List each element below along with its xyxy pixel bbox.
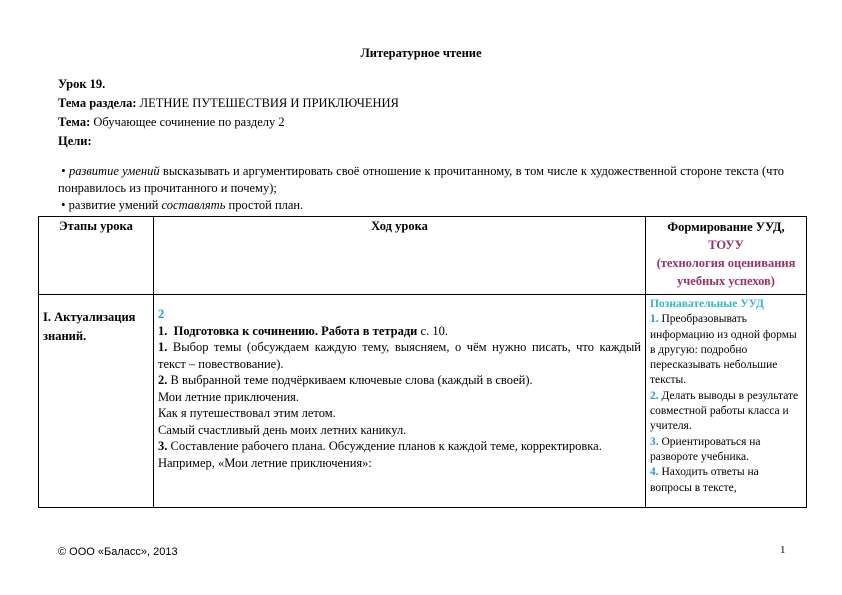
course-step-3: Составление рабочего плана. Обсуждение планов к каждой теме, корректировка. xyxy=(170,439,602,453)
course-cell xyxy=(154,295,646,508)
theme-2: Как я путешествовал этим летом. xyxy=(158,406,336,420)
course-step-2: В выбранной теме подчёркиваем ключевые слова (каждый в своей). xyxy=(170,373,533,387)
bullet-icon: • xyxy=(61,164,66,178)
col-stages-header: Этапы урока xyxy=(39,217,154,295)
bullet-icon: • xyxy=(61,198,66,212)
goal2-italic: составлять xyxy=(161,198,226,212)
theme-3: Самый счастливый день моих летних каникул. xyxy=(158,422,407,437)
lesson-number-line xyxy=(58,75,798,94)
topic-label: Тема: xyxy=(58,115,91,129)
uud-header-title: Формирование УУД, xyxy=(667,220,785,234)
tou-description: (технология оценивания учебных успехов) xyxy=(656,256,796,288)
goals-list xyxy=(58,163,784,214)
plan-example: Например, «Мои летние приключения»: xyxy=(158,455,372,470)
col-uud-header xyxy=(646,217,807,295)
document-title: Литературное чтение xyxy=(360,46,482,60)
theme-1: Мои летние приключения. xyxy=(158,389,300,404)
topic-line xyxy=(58,113,798,132)
course-number: 2 xyxy=(158,307,165,321)
goals-label: Цели: xyxy=(58,134,92,148)
table-row xyxy=(39,295,807,508)
goal1-italic: развитие умений xyxy=(68,164,160,178)
uud-content: Познавательные УУД 1. Преобразовывать информацию из одной формы в другую: подробно пересказывать небольшие тексты. 2. Делать выводы в результате совместной работы класса и учителя. 3. Ориентироваться на развороте учебника. 4. Находить ответы на вопросы в тексте, xyxy=(650,297,802,496)
table-header-row xyxy=(39,217,807,295)
goal-item-1 xyxy=(58,163,784,197)
uud-item-4: Находить ответы на вопросы в тексте, xyxy=(650,466,759,494)
lesson-number: Урок 19. xyxy=(58,77,106,91)
goals-line xyxy=(58,132,798,151)
uud-item-1: Преобразовывать информацию из одной формы в другую: подробно пересказывать небольшие тексты. xyxy=(650,313,797,387)
goal2-text: простой план. xyxy=(228,198,304,212)
stage-label: I. Актуализация знаний. xyxy=(43,310,136,343)
uud-cell xyxy=(646,295,807,508)
stage-cell xyxy=(39,295,154,508)
tou-label: ТОУУ xyxy=(708,238,744,252)
lesson-header xyxy=(58,75,798,151)
topic-value: Обучающее сочинение по разделу 2 xyxy=(93,115,285,129)
course-content: 2 1. Подготовка к сочинению. Работа в тетради с. 10. 1. Выбор темы (обсуждаем каждую тему, выясняем, о чём нужно писать, что каждый текст – повествование). 2. В выбранной теме подчёркиваем ключевые слова (каждый в своей). Мои летние приключения. Как я путешествовал этим летом. Самый счастливый день моих летних каникул. 3. Составление рабочего плана. Обсуждение планов к каждой теме, корректировка. Например, «Мои летние приключения»: xyxy=(158,307,641,470)
uud-item-3: Ориентироваться на развороте учебника. xyxy=(650,435,761,463)
section-line xyxy=(58,94,798,113)
uud-category: Познавательные УУД xyxy=(650,298,764,310)
goal2-start: развитие умений xyxy=(68,198,159,212)
footer-copyright: © ООО «Баласс», 2013 xyxy=(58,546,178,558)
task-heading: Подготовка к сочинению. Работа в тетради xyxy=(173,323,418,338)
lesson-table xyxy=(38,216,807,508)
col-course-header: Ход урока xyxy=(154,217,646,295)
goal-item-2 xyxy=(58,197,784,214)
uud-item-2: Делать выводы в результате совместной работы класса и учителя. xyxy=(650,389,799,433)
section-value: ЛЕТНИЕ ПУТЕШЕСТВИЯ И ПРИКЛЮЧЕНИЯ xyxy=(139,96,399,110)
page-number: 1 xyxy=(780,544,786,556)
course-step-1: Выбор темы (обсуждаем каждую тему, выясняем, о чём нужно писать, что каждый текст – повествование). xyxy=(158,340,641,371)
goal1-text: высказывать и аргументировать своё отношение к прочитанному, в том числе к художественной стороне текста (что понравилось из прочитанного и почему); xyxy=(58,164,785,195)
section-label: Тема раздела: xyxy=(58,96,137,110)
